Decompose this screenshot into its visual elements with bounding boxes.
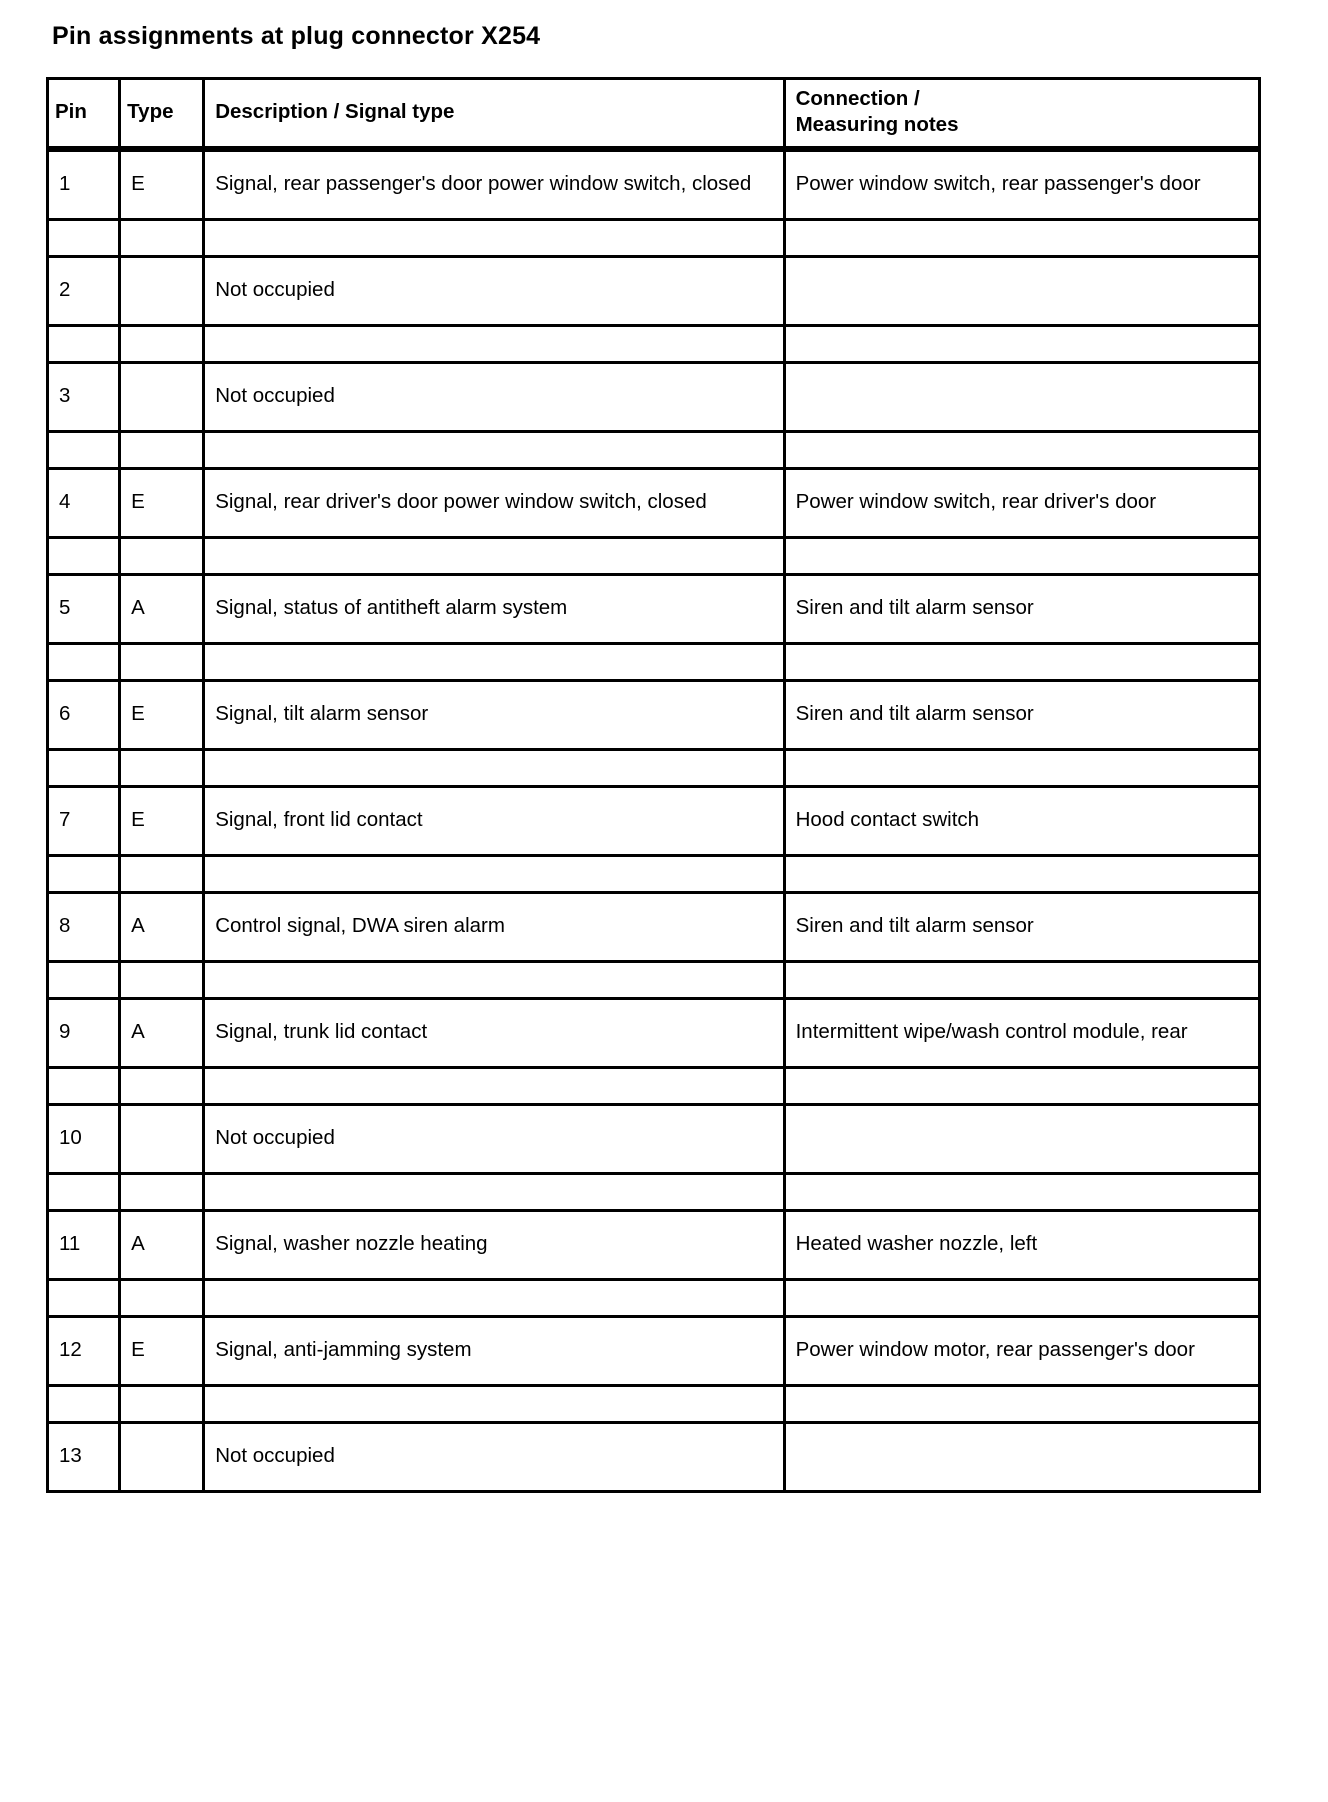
table-spacer-row xyxy=(46,1281,1261,1318)
table-spacer-row xyxy=(46,963,1261,1000)
cell-empty xyxy=(205,963,785,1000)
table-spacer-row xyxy=(46,645,1261,682)
cell-pin: 10 xyxy=(46,1106,121,1175)
cell-connection: Power window switch, rear driver's door xyxy=(786,470,1261,539)
cell-type: E xyxy=(121,788,205,857)
cell-empty xyxy=(786,751,1261,788)
table-spacer-row xyxy=(46,1387,1261,1424)
cell-type: E xyxy=(121,1318,205,1387)
cell-description: Signal, washer nozzle heating xyxy=(205,1212,785,1281)
table-row xyxy=(46,682,1261,751)
table-spacer-row xyxy=(46,1175,1261,1212)
cell-empty xyxy=(205,751,785,788)
cell-pin: 5 xyxy=(46,576,121,645)
table-row xyxy=(46,149,1261,221)
cell-connection: Siren and tilt alarm sensor xyxy=(786,682,1261,751)
table-row xyxy=(46,1318,1261,1387)
cell-empty xyxy=(46,327,121,364)
cell-pin: 11 xyxy=(46,1212,121,1281)
cell-empty xyxy=(46,751,121,788)
cell-empty xyxy=(121,1281,205,1318)
cell-description: Signal, tilt alarm sensor xyxy=(205,682,785,751)
table-row xyxy=(46,470,1261,539)
cell-empty xyxy=(121,1069,205,1106)
cell-connection xyxy=(786,1424,1261,1493)
cell-description: Not occupied xyxy=(205,258,785,327)
cell-type: E xyxy=(121,149,205,221)
cell-empty xyxy=(121,539,205,576)
cell-empty xyxy=(205,1069,785,1106)
cell-empty xyxy=(121,327,205,364)
table-row xyxy=(46,1212,1261,1281)
pin-assignment-table xyxy=(46,77,1261,1493)
cell-empty xyxy=(205,433,785,470)
cell-connection: Power window switch, rear passenger's door xyxy=(786,149,1261,221)
cell-empty xyxy=(121,221,205,258)
table-row xyxy=(46,576,1261,645)
cell-empty xyxy=(205,1175,785,1212)
cell-empty xyxy=(786,1387,1261,1424)
cell-empty xyxy=(121,751,205,788)
column-header-type: Type xyxy=(121,77,205,149)
column-header-pin: Pin xyxy=(46,77,121,149)
cell-empty xyxy=(786,645,1261,682)
cell-description: Signal, anti-jamming system xyxy=(205,1318,785,1387)
cell-empty xyxy=(786,1069,1261,1106)
column-header-description: Description / Signal type xyxy=(205,77,785,149)
cell-pin: 8 xyxy=(46,894,121,963)
table-spacer-row xyxy=(46,751,1261,788)
cell-type: A xyxy=(121,1000,205,1069)
cell-pin: 6 xyxy=(46,682,121,751)
cell-type: A xyxy=(121,1212,205,1281)
cell-empty xyxy=(46,539,121,576)
cell-empty xyxy=(205,645,785,682)
cell-connection xyxy=(786,258,1261,327)
cell-description: Signal, rear driver's door power window switch, closed xyxy=(205,470,785,539)
cell-empty xyxy=(46,1069,121,1106)
cell-pin: 4 xyxy=(46,470,121,539)
cell-empty xyxy=(786,963,1261,1000)
cell-pin: 13 xyxy=(46,1424,121,1493)
table-spacer-row xyxy=(46,433,1261,470)
cell-type: A xyxy=(121,894,205,963)
cell-empty xyxy=(205,221,785,258)
cell-type xyxy=(121,1106,205,1175)
cell-pin: 9 xyxy=(46,1000,121,1069)
cell-description: Control signal, DWA siren alarm xyxy=(205,894,785,963)
table-spacer-row xyxy=(46,857,1261,894)
cell-pin: 12 xyxy=(46,1318,121,1387)
cell-empty xyxy=(121,433,205,470)
cell-description: Not occupied xyxy=(205,1424,785,1493)
table-row xyxy=(46,1424,1261,1493)
table-spacer-row xyxy=(46,327,1261,364)
cell-pin: 1 xyxy=(46,149,121,221)
column-header-connection-line2: Measuring notes xyxy=(795,113,959,137)
table-row xyxy=(46,788,1261,857)
cell-empty xyxy=(786,327,1261,364)
cell-description: Signal, status of antitheft alarm system xyxy=(205,576,785,645)
cell-empty xyxy=(46,433,121,470)
cell-empty xyxy=(46,1175,121,1212)
cell-type xyxy=(121,258,205,327)
cell-empty xyxy=(46,1387,121,1424)
table-row xyxy=(46,1106,1261,1175)
cell-empty xyxy=(786,433,1261,470)
cell-connection: Heated washer nozzle, left xyxy=(786,1212,1261,1281)
table-spacer-row xyxy=(46,1069,1261,1106)
cell-connection xyxy=(786,364,1261,433)
cell-empty xyxy=(786,539,1261,576)
cell-empty xyxy=(205,1387,785,1424)
cell-connection: Intermittent wipe/wash control module, rear xyxy=(786,1000,1261,1069)
cell-type: A xyxy=(121,576,205,645)
table-row xyxy=(46,1000,1261,1069)
column-header-connection-line1: Connection / xyxy=(795,87,920,110)
cell-description: Not occupied xyxy=(205,364,785,433)
cell-description: Signal, front lid contact xyxy=(205,788,785,857)
cell-empty xyxy=(786,1281,1261,1318)
cell-pin: 3 xyxy=(46,364,121,433)
table-spacer-row xyxy=(46,221,1261,258)
cell-empty xyxy=(121,963,205,1000)
cell-empty xyxy=(121,1175,205,1212)
table-spacer-row xyxy=(46,539,1261,576)
cell-connection xyxy=(786,1106,1261,1175)
cell-empty xyxy=(46,1281,121,1318)
cell-type: E xyxy=(121,470,205,539)
table-row xyxy=(46,364,1261,433)
cell-empty xyxy=(786,1175,1261,1212)
cell-empty xyxy=(121,645,205,682)
cell-description: Signal, trunk lid contact xyxy=(205,1000,785,1069)
cell-empty xyxy=(205,327,785,364)
cell-connection: Hood contact switch xyxy=(786,788,1261,857)
cell-empty xyxy=(786,857,1261,894)
cell-connection: Siren and tilt alarm sensor xyxy=(786,894,1261,963)
table-row xyxy=(46,894,1261,963)
cell-empty xyxy=(46,857,121,894)
column-header-connection xyxy=(786,77,1261,149)
cell-empty xyxy=(205,539,785,576)
cell-empty xyxy=(46,963,121,1000)
cell-pin: 2 xyxy=(46,258,121,327)
table-row xyxy=(46,258,1261,327)
cell-type: E xyxy=(121,682,205,751)
cell-description: Signal, rear passenger's door power window switch, closed xyxy=(205,149,785,221)
cell-connection: Power window motor, rear passenger's door xyxy=(786,1318,1261,1387)
cell-description: Not occupied xyxy=(205,1106,785,1175)
cell-empty xyxy=(46,645,121,682)
cell-type xyxy=(121,364,205,433)
cell-empty xyxy=(205,857,785,894)
cell-pin: 7 xyxy=(46,788,121,857)
cell-empty xyxy=(205,1281,785,1318)
cell-empty xyxy=(121,857,205,894)
cell-empty xyxy=(46,221,121,258)
cell-type xyxy=(121,1424,205,1493)
table-header-row xyxy=(46,77,1261,149)
cell-connection: Siren and tilt alarm sensor xyxy=(786,576,1261,645)
cell-empty xyxy=(121,1387,205,1424)
cell-empty xyxy=(786,221,1261,258)
page-title: Pin assignments at plug connector X254 xyxy=(52,22,541,50)
